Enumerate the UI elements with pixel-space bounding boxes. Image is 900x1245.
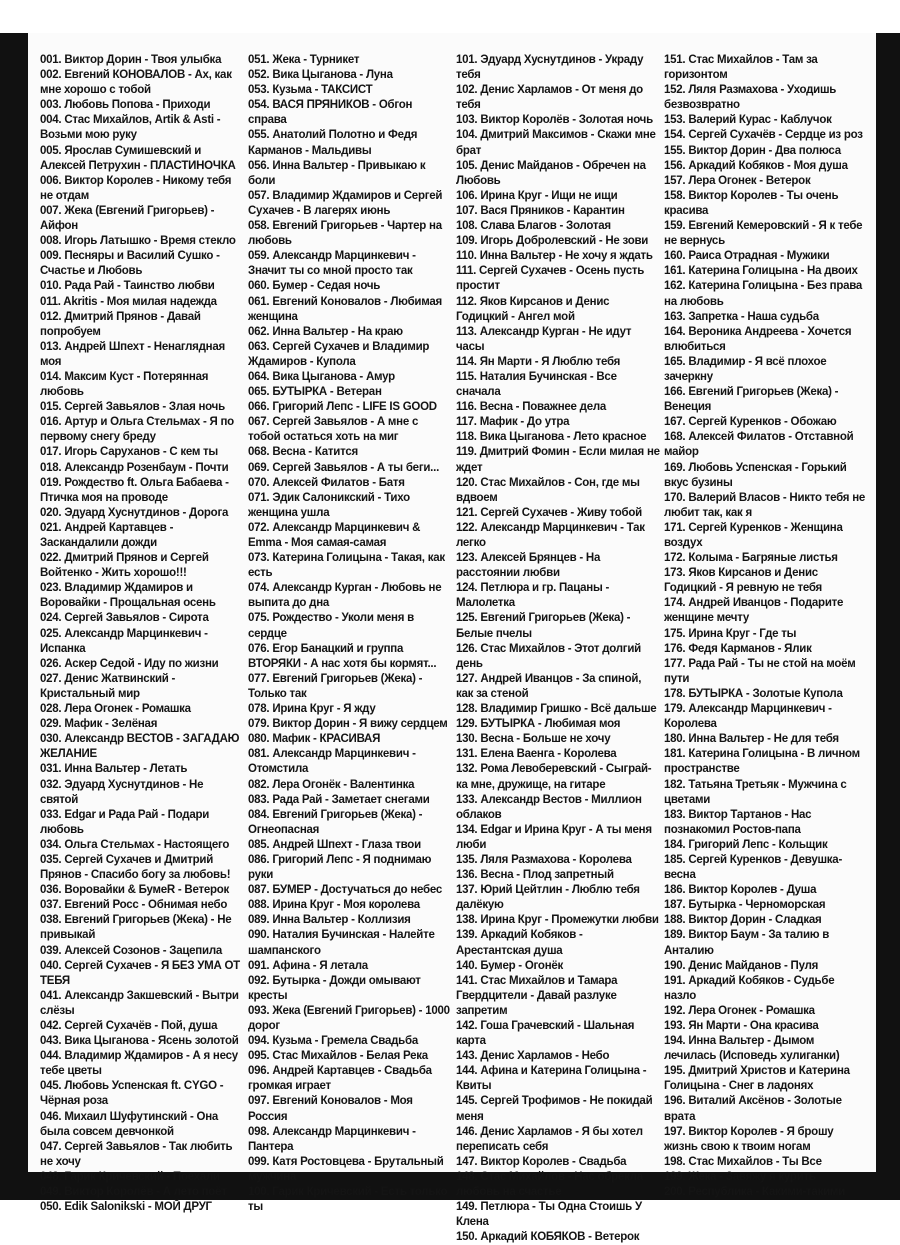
track-item: 019. Рождество ft. Ольга Бабаева - Птичка моя на проводе	[40, 476, 229, 504]
track-item: 117. Мафик - До утра	[456, 416, 570, 429]
track-item: 169. Любовь Успенская - Горький вкус бузины	[664, 461, 847, 489]
track-item: 084. Евгений Григорьев (Жека) - Огнеопасная	[248, 808, 423, 836]
track-item: 100. Гарик Кричевский - Есть только ты	[248, 1186, 448, 1214]
track-item: 075. Рождество - Уколи меня в сердце	[248, 612, 414, 640]
track-item: 187. Бутырка - Черноморская	[664, 899, 826, 912]
track-item: 168. Алексей Филатов - Отставной майор	[664, 431, 854, 459]
track-item: 009. Песняры и Василий Сушко - Счастье и Любовь	[40, 250, 220, 278]
track-item: 018. Александр Розенбаум - Почти	[40, 461, 229, 474]
track-item: 122. Александр Марцинкевич - Так легко	[456, 521, 645, 549]
track-item: 105. Денис Майданов - Обречен на Любовь	[456, 159, 646, 187]
track-item: 108. Слава Благов - Золотая	[456, 220, 611, 233]
track-item: 071. Эдик Салоникский - Тихо женщина ушла	[248, 491, 410, 519]
track-item: 007. Жека (Евгений Григорьев) - Айфон	[40, 204, 215, 233]
track-item: 059. Александр Марцинкевич - Значит ты со мной просто так	[248, 250, 416, 278]
track-item: 038. Евгений Григорьев (Жека) - Не привыкай	[40, 914, 232, 942]
track-item: 126. Стас Михайлов - Этот долгий день	[456, 642, 641, 670]
track-item: 028. Лера Огонек - Ромашка	[40, 703, 191, 716]
track-item: 121. Сергей Сухачев - Живу тобой	[456, 506, 643, 519]
track-item: 002. Евгений КОНОВАЛОВ - Ах, как мне хорошо с тобой	[40, 69, 232, 97]
track-item: 096. Андрей Картавцев - Свадьба громкая играет	[248, 1065, 432, 1093]
track-item: 146. Денис Харламов - Я бы хотел переписать себя	[456, 1125, 643, 1153]
track-item: 067. Сергей Завьялов - А мне с тобой остаться хоть на миг	[248, 416, 419, 444]
track-item: 040. Сергей Сухачев - Я БЕЗ УМА ОТ ТЕБЯ	[40, 959, 240, 987]
right-border	[876, 33, 900, 1200]
track-item: 068. Весна - Катится	[248, 446, 358, 459]
track-item: 141. Стас Михайлов и Тамара Гвердцители - Давай разлуке запретим	[456, 974, 618, 1017]
track-item: 176. Федя Карманов - Ялик	[664, 642, 812, 655]
track-item: 006. Виктор Королев - Никому тебя не отдам	[40, 174, 232, 202]
track-item: 079. Виктор Дорин - Я вижу сердцем	[248, 718, 448, 731]
track-item: 090. Наталия Бучинская - Налейте шампанского	[248, 929, 435, 957]
track-item: 076. Егор Банацкий и группа ВТОРЯКИ - А нас хотя бы кормят...	[248, 642, 437, 670]
track-item: 077. Евгений Григорьев (Жека) - Только так	[248, 672, 423, 700]
track-item: 044. Владимир Ждамиров - А я несу тебе цветы	[40, 1050, 238, 1078]
track-item: 094. Кузьма - Гремела Свадьба	[248, 1035, 418, 1048]
track-item: 189. Виктор Баум - За талию в Анталию	[664, 929, 830, 957]
tracklist-sheet	[28, 33, 876, 1244]
track-item: 157. Лера Огонек - Ветерок	[664, 174, 811, 187]
track-item: 013. Андрей Шпехт - Ненаглядная моя	[40, 340, 225, 368]
track-item: 185. Сергей Куренков - Девушка-весна	[664, 853, 843, 882]
track-item: 011. Akritis - Моя милая надежда	[40, 295, 217, 308]
track-item: 164. Вероника Андреева - Хочется влюбиться	[664, 325, 852, 353]
track-item: 116. Весна - Поважнее дела	[456, 401, 607, 414]
track-item: 066. Григорий Лепс - LIFE IS GOOD	[248, 401, 437, 414]
track-item: 174. Андрей Иванцов - Подарите женщине мечту	[664, 597, 844, 625]
track-item: 049. Виктор Королёв - А лето поёт	[40, 1186, 227, 1199]
track-item: 128. Владимир Гришко - Всё дальше	[456, 703, 657, 716]
track-item: 143. Денис Харламов - Небо	[456, 1050, 610, 1063]
track-item: 005. Ярослав Сумишевский и Алексей Петрухин - ПЛАСТИНОЧКА	[40, 144, 236, 172]
track-item: 138. Ирина Круг - Промежутки любви	[456, 914, 659, 927]
track-item: 166. Евгений Григорьев (Жека) - Венеция	[664, 386, 839, 414]
track-item: 196. Виталий Аксёнов - Золотые врата	[664, 1095, 842, 1123]
track-item: 026. Аскер Седой - Иду по жизни	[40, 657, 219, 670]
track-item: 159. Евгений Кемеровский - Я к тебе не вернусь	[664, 220, 863, 248]
track-item: 041. Александр Закшевский - Вытри слёзы	[40, 989, 239, 1017]
track-item: 170. Валерий Власов - Никто тебя не любит так, как я	[664, 491, 866, 519]
track-item: 119. Дмитрий Фомин - Если милая не ждет	[456, 446, 660, 474]
track-item: 155. Виктор Дорин - Два полюса	[664, 144, 841, 157]
track-item: 054. ВАСЯ ПРЯНИКОВ - Обгон справа	[248, 99, 413, 127]
track-item: 001. Виктор Дорин - Твоя улыбка	[40, 54, 222, 66]
track-item: 057. Владимир Ждамиров и Сергей Сухачев - В лагерях июнь	[248, 189, 443, 217]
track-item: 154. Сергей Сухачёв - Сердце из роз	[664, 129, 863, 142]
track-item: 065. БУТЫРКА - Ветеран	[248, 386, 382, 399]
track-item: 137. Юрий Цейтлин - Люблю тебя далёкую	[456, 884, 640, 912]
track-item: 070. Алексей Филатов - Батя	[248, 476, 405, 489]
track-item: 129. БУТЫРКА - Любимая моя	[456, 718, 621, 731]
track-item: 055. Анатолий Полотно и Федя Карманов - Мальдивы	[248, 129, 418, 157]
track-item: 082. Лера Огонёк - Валентинка	[248, 778, 415, 791]
track-item: 061. Евгений Коновалов - Любимая женщина	[248, 295, 442, 323]
track-item: 106. Ирина Круг - Ищи не ищи	[456, 189, 618, 202]
track-item: 093. Жека (Евгений Григорьев) - 1000 дорог	[248, 1004, 450, 1032]
track-item: 031. Инна Вальтер - Летать	[40, 763, 188, 776]
track-item: 042. Сергей Сухачёв - Пой, душа	[40, 1020, 218, 1032]
track-item: 069. Сергей Завьялов - А ты беги...	[248, 461, 440, 474]
track-item: 101. Эдуард Хуснутдинов - Украду тебя	[456, 54, 644, 82]
track-item: 003. Любовь Попова - Приходи	[40, 99, 211, 112]
track-item: 181. Катерина Голицына - В личном пространстве	[664, 748, 860, 776]
track-item: 160. Раиса Отрадная - Мужики	[664, 250, 830, 263]
track-item: 150. Аркадий КОБЯКОВ - Ветерок	[456, 1231, 640, 1244]
track-item: 151. Стас Михайлов - Там за горизонтом	[664, 54, 818, 82]
track-item: 111. Сергей Сухачев - Осень пусть простит	[456, 265, 645, 293]
track-item: 165. Владимир - Я всё плохое зачеркну	[664, 355, 827, 383]
track-item: 053. Кузьма - ТАКСИСТ	[248, 84, 373, 97]
track-item: 017. Игорь Саруханов - С кем ты	[40, 446, 219, 459]
track-item: 156. Аркадий Кобяков - Моя душа	[664, 159, 848, 172]
track-item: 113. Александр Курган - Не идут часы	[456, 325, 632, 353]
track-item: 046. Михаил Шуфутинский - Она была совсем девчонкой	[40, 1110, 219, 1138]
track-item: 120. Стас Михайлов - Сон, где мы вдвоем	[456, 476, 640, 504]
track-item: 051. Жека - Турникет	[248, 54, 360, 66]
track-item: 104. Дмитрий Максимов - Скажи мне брат	[456, 129, 656, 157]
track-item: 064. Вика Цыганова - Амур	[248, 370, 395, 383]
track-item: 173. Яков Кирсанов и Денис Годицкий - Я ревную не тебя	[664, 567, 823, 595]
track-item: 191. Аркадий Кобяков - Судьбе назло	[664, 974, 835, 1002]
track-item: 037. Евгений Росс - Обнимая небо	[40, 899, 228, 912]
track-item: 200. Республика - Какими-такими	[664, 1186, 845, 1199]
track-item: 099. Катя Ростовцева - Брутальный мужчина	[248, 1155, 444, 1183]
track-item: 052. Вика Цыганова - Луна	[248, 69, 393, 82]
track-item: 102. Денис Харламов - От меня до тебя	[456, 84, 643, 112]
track-item: 072. Александр Марцинкевич & Emma - Моя самая-самая	[248, 521, 421, 549]
track-item: 036. Воровайки & БумеR - Ветерок	[40, 884, 230, 897]
track-item: 091. Афина - Я летала	[248, 959, 368, 972]
column-2	[248, 53, 452, 1245]
track-item: 125. Евгений Григорьев (Жека) - Белые пчелы	[456, 612, 631, 640]
track-item: 130. Весна - Больше не хочу	[456, 733, 611, 746]
track-item: 027. Денис Жатвинский - Кристальный мир	[40, 672, 176, 700]
track-item: 139. Аркадий Кобяков - Арестантская душа	[456, 929, 583, 957]
track-item: 177. Рада Рай - Ты не стой на моём пути	[664, 657, 856, 685]
track-item: 088. Ирина Круг - Моя королева	[248, 899, 420, 912]
track-item: 029. Мафик - Зелёная	[40, 718, 158, 731]
track-item: 182. Татьяна Третьяк - Мужчина с цветами	[664, 778, 847, 806]
track-item: 074. Александр Курган - Любовь не выпита до дна	[248, 582, 442, 610]
track-item: 123. Алексей Брянцев - На расстоянии любви	[456, 552, 601, 580]
track-item: 021. Андрей Картавцев - Заскандалили дожди	[40, 521, 174, 549]
tracklist-columns	[40, 53, 870, 1245]
track-item: 192. Лера Огонек - Ромашка	[664, 1004, 815, 1017]
track-item: 109. Игорь Добролевский - Не зови	[456, 235, 649, 248]
track-item: 163. Запретка - Наша судьба	[664, 310, 819, 323]
track-item: 092. Бутырка - Дожди омывают кресты	[248, 974, 421, 1002]
track-item: 140. Бумер - Огонёк	[456, 959, 564, 972]
track-item: 195. Дмитрий Христов и Катерина Голицына - Снег в ладонях	[664, 1065, 850, 1093]
track-item: 133. Александр Вестов - Миллион облаков	[456, 793, 642, 821]
left-border	[0, 33, 28, 1200]
track-item: 014. Максим Куст - Потерянная любовь	[40, 370, 209, 399]
track-item: 089. Инна Вальтер - Коллизия	[248, 914, 411, 927]
track-item: 179. Александр Марцинкевич - Королева	[664, 703, 832, 731]
column-4	[664, 53, 868, 1245]
track-item: 153. Валерий Курас - Каблучок	[664, 114, 832, 127]
track-item: 194. Инна Вальтер - Дымом лечилась (Исповедь хулиганки)	[664, 1035, 840, 1063]
track-item: 087. БУМЕР - Достучаться до небес	[248, 884, 443, 897]
track-item: 134. Edgar и Ирина Круг - А ты меня люби	[456, 823, 652, 851]
track-item: 098. Александр Марцинкевич - Пантера	[248, 1125, 416, 1153]
track-item: 097. Евгений Коновалов - Моя Россия	[248, 1095, 413, 1123]
track-item: 135. Ляля Размахова - Королева	[456, 853, 632, 866]
track-item: 161. Катерина Голицына - На двоих	[664, 265, 858, 278]
track-item: 032. Эдуард Хуснутдинов - Не святой	[40, 778, 204, 806]
track-item: 112. Яков Кирсанов и Денис Годицкий - Ангел мой	[456, 295, 610, 323]
track-item: 198. Стас Михайлов - Ты Все	[664, 1155, 822, 1168]
track-item: 034. Ольга Стельмах - Настоящего	[40, 838, 230, 851]
track-item: 193. Ян Марти - Она красива	[664, 1020, 819, 1032]
track-item: 045. Любовь Успенская ft. CYGO - Чёрная роза	[40, 1080, 224, 1108]
track-item: 199. Жека - Завяжу я курить	[664, 1170, 816, 1183]
track-item: 131. Елена Ваенга - Королева	[456, 748, 617, 761]
track-item: 086. Григорий Лепс - Я поднимаю руки	[248, 853, 432, 882]
track-item: 050. Edik Salonikski - МОЙ ДРУГ	[40, 1201, 212, 1214]
track-item: 188. Виктор Дорин - Сладкая	[664, 914, 822, 927]
track-item: 030. Александр ВЕСТОВ - ЗАГАДАЮ ЖЕЛАНИЕ	[40, 733, 240, 761]
track-item: 132. Рома Левоберевский - Сыграй-ка мне, дружище, на гитаре	[456, 763, 652, 791]
track-item: 012. Дмитрий Прянов - Давай попробуем	[40, 310, 201, 338]
track-item: 124. Петлюра и гр. Пацаны - Малолетка	[456, 582, 610, 610]
track-item: 010. Рада Рай - Таинство любви	[40, 280, 215, 293]
track-item: 186. Виктор Королев - Душа	[664, 884, 817, 897]
track-item: 056. Инна Вальтер - Привыкаю к боли	[248, 159, 426, 187]
track-item: 167. Сергей Куренков - Обожаю	[664, 416, 837, 429]
track-item: 178. БУТЫРКА - Золотые Купола	[664, 687, 843, 700]
track-item: 175. Ирина Круг - Где ты	[664, 627, 797, 640]
track-item: 033. Edgar и Рада Рай - Подари любовь	[40, 808, 210, 836]
track-item: 144. Афина и Катерина Голицына - Квиты	[456, 1065, 647, 1093]
track-item: 024. Сергей Завьялов - Сирота	[40, 612, 209, 625]
track-item: 020. Эдуард Хуснутдинов - Дорога	[40, 506, 229, 519]
track-item: 043. Вика Цыганова - Ясень золотой	[40, 1035, 239, 1048]
track-item: 183. Виктор Тартанов - Нас познакомил Ростов-папа	[664, 808, 812, 836]
column-1	[40, 53, 244, 1245]
track-item: 158. Виктор Королев - Ты очень красива	[664, 189, 839, 217]
column-3	[456, 53, 660, 1245]
track-item: 184. Григорий Лепс - Кольщик	[664, 838, 828, 851]
track-item: 058. Евгений Григорьев - Чартер на любовь	[248, 220, 442, 248]
track-item: 148. Стас Михайлов - Нас обрекла любовь на счастье	[456, 1170, 643, 1199]
track-item: 016. Артур и Ольга Стельмах - Я по первому снегу бреду	[40, 416, 234, 444]
track-item: 103. Виктор Королёв - Золотая ночь	[456, 114, 653, 127]
track-item: 015. Сергей Завьялов - Злая ночь	[40, 401, 225, 414]
track-item: 062. Инна Вальтер - На краю	[248, 325, 403, 338]
track-item: 197. Виктор Королев - Я брошу жизнь свою к твоим ногам	[664, 1125, 834, 1153]
track-item: 171. Сергей Куренков - Женщина воздух	[664, 521, 843, 549]
track-item: 110. Инна Вальтер - Не хочу я ждать	[456, 250, 653, 263]
track-item: 060. Бумер - Седая ночь	[248, 280, 381, 293]
track-item: 048. Гарик Кричевский - Поехали	[40, 1170, 220, 1183]
track-item: 081. Александр Марцинкевич - Отомстила	[248, 748, 416, 776]
track-item: 190. Денис Майданов - Пуля	[664, 959, 819, 972]
track-item: 115. Наталия Бучинская - Все сначала	[456, 370, 617, 399]
track-item: 035. Сергей Сухачев и Дмитрий Прянов - Спасибо богу за любовь!	[40, 853, 231, 882]
track-item: 114. Ян Марти - Я Люблю тебя	[456, 355, 621, 368]
track-item: 073. Катерина Голицына - Такая, как есть	[248, 552, 445, 580]
track-item: 004. Стас Михайлов, Artik & Asti - Возьми мою руку	[40, 114, 221, 142]
track-item: 083. Рада Рай - Заметает снегами	[248, 793, 430, 806]
track-item: 080. Мафик - КРАСИВАЯ	[248, 733, 381, 746]
track-item: 025. Александр Марцинкевич - Испанка	[40, 627, 208, 655]
track-item: 152. Ляля Размахова - Уходишь безвозвратно	[664, 84, 837, 112]
track-item: 047. Сергей Завьялов - Так любить не хочу	[40, 1140, 233, 1168]
track-item: 023. Владимир Ждамиров и Воровайки - Прощальная осень	[40, 582, 216, 610]
track-item: 085. Андрей Шпехт - Глаза твои	[248, 838, 421, 851]
track-item: 172. Колыма - Багряные листья	[664, 552, 838, 565]
track-item: 022. Дмитрий Прянов и Сергей Войтенко - Жить хорошо!!!	[40, 552, 209, 580]
track-item: 078. Ирина Круг - Я жду	[248, 703, 376, 716]
track-item: 162. Катерина Голицына - Без права на любовь	[664, 280, 863, 308]
track-item: 095. Стас Михайлов - Белая Река	[248, 1050, 428, 1063]
track-item: 142. Гоша Грачевский - Шальная карта	[456, 1020, 635, 1048]
track-item: 136. Весна - Плод запретный	[456, 869, 614, 882]
track-item: 107. Вася Пряников - Карантин	[456, 204, 625, 217]
track-item: 008. Игорь Латышко - Время стекло	[40, 235, 236, 248]
track-item: 063. Сергей Сухачев и Владимир Ждамиров - Купола	[248, 340, 430, 368]
track-item: 118. Вика Цыганова - Лето красное	[456, 431, 647, 444]
track-item: 127. Андрей Иванцов - За спиной, как за стеной	[456, 672, 642, 700]
top-margin	[0, 0, 900, 33]
track-item: 145. Сергей Трофимов - Не покидай меня	[456, 1095, 653, 1123]
track-item: 039. Алексей Созонов - Зацепила	[40, 944, 223, 957]
track-item: 149. Петлюра - Ты Одна Стоишь У Клена	[456, 1201, 642, 1229]
track-item: 147. Виктор Королев - Свадьба	[456, 1155, 627, 1168]
track-item: 180. Инна Вальтер - Не для тебя	[664, 733, 839, 746]
